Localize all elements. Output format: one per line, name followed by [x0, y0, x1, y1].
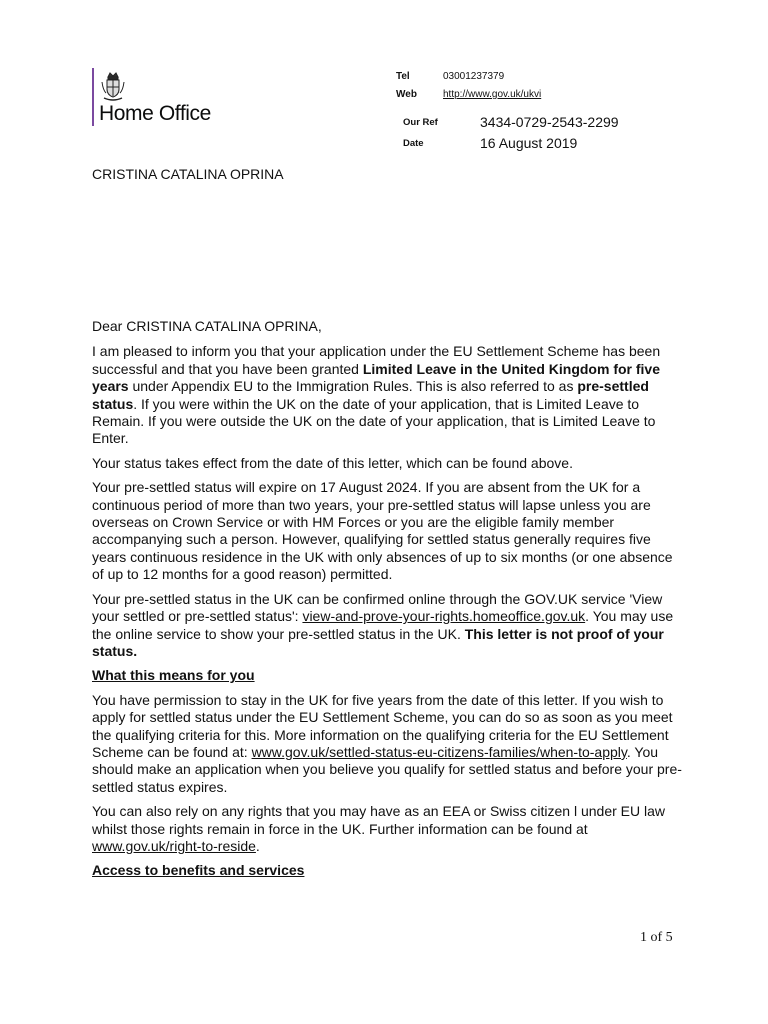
bold-text: pre-settled status [92, 378, 649, 412]
organisation-name: Home Office [99, 102, 211, 125]
text: . You may use the online service to show your pre-settled status in the UK. [92, 608, 674, 642]
ref-value: 3434-0729-2543-2299 [480, 114, 619, 130]
section-heading-what-this-means: What this means for you [92, 667, 255, 684]
text: . You should make an application when you believe you qualify for settled status and before your pre-settled status expires. [92, 743, 682, 795]
bold-text: This letter is not proof of your status. [92, 625, 664, 659]
date-label: Date [403, 138, 424, 149]
web-label: Web [396, 89, 417, 100]
paragraph-expiry: Your pre-settled status will expire on 17 August 2024. If you are absent from the UK for a continuous period of more than two years, your pre-settled status will lapse unless you are overseas on Crown Service or with HM Forces or you are the eligible family member accompanying such a person. However, qualifying for settled status generally requires five years continuous residence in the UK with only absences of up to six months (or one absence of up to 12 months for a good reason) permitted. [92, 479, 673, 583]
tel-value: 03001237379 [443, 71, 505, 82]
paragraph-effective-date: Your status takes effect from the date of this letter, which can be found above. [92, 454, 573, 471]
date-value: 16 August 2019 [480, 135, 578, 151]
web-link[interactable]: http://www.gov.uk/ukvi [443, 89, 542, 100]
text: You can also rely on any rights that you may have as an EEA or Swiss citizen l under EU law whilst those rights remain in force in the UK. Further information can be found at [92, 803, 666, 837]
tel-label: Tel [396, 71, 410, 82]
home-office-logo [92, 68, 242, 130]
text: You have permission to stay in the UK for five years from the date of this letter. If you wish to apply for settled status under the EU Settlement Scheme, you can do so as soon as you meet the qualifying criteria for this. More information on the qualifying criteria for the EU Settlement Scheme can be found at: [92, 691, 673, 760]
recipient-name: CRISTINA CATALINA OPRINA [92, 166, 284, 182]
logo-accent-bar [92, 68, 94, 126]
paragraph-permission [92, 692, 682, 796]
royal-crest-icon [100, 70, 126, 104]
view-prove-rights-link[interactable]: view-and-prove-your-rights.homeoffice.gov.uk [302, 608, 586, 625]
salutation: Dear CRISTINA CATALINA OPRINA, [92, 318, 322, 334]
paragraph-grant [92, 343, 682, 447]
bold-text: Limited Leave in the United Kingdom for five years [92, 360, 660, 395]
paragraph-online-service [92, 591, 682, 661]
letter-body [92, 318, 682, 887]
paragraph-eu-rights [92, 803, 682, 855]
page-number: 1 of 5 [640, 930, 673, 945]
right-to-reside-link[interactable]: www.gov.uk/right-to-reside [92, 837, 256, 854]
section-heading-benefits: Access to benefits and services [92, 862, 305, 879]
text: . If you were within the UK on the date of your application, that is Limited Leave to Remain. If you were outside the UK on the date of your application, that is Limited Leave to Enter. [92, 395, 656, 447]
text: under Appendix EU to the Immigration Rules. This is also referred to as [128, 378, 578, 395]
text: I am pleased to inform you that your application under the EU Settlement Scheme has been successful and that you have been granted [92, 343, 661, 377]
when-to-apply-link[interactable]: www.gov.uk/settled-status-eu-citizens-families/when-to-apply [251, 743, 627, 760]
ref-label: Our Ref [403, 117, 438, 128]
text: . [255, 837, 260, 854]
text: Your pre-settled status in the UK can be confirmed online through the GOV.UK service 'View your settled or pre-settled status': [92, 590, 663, 625]
